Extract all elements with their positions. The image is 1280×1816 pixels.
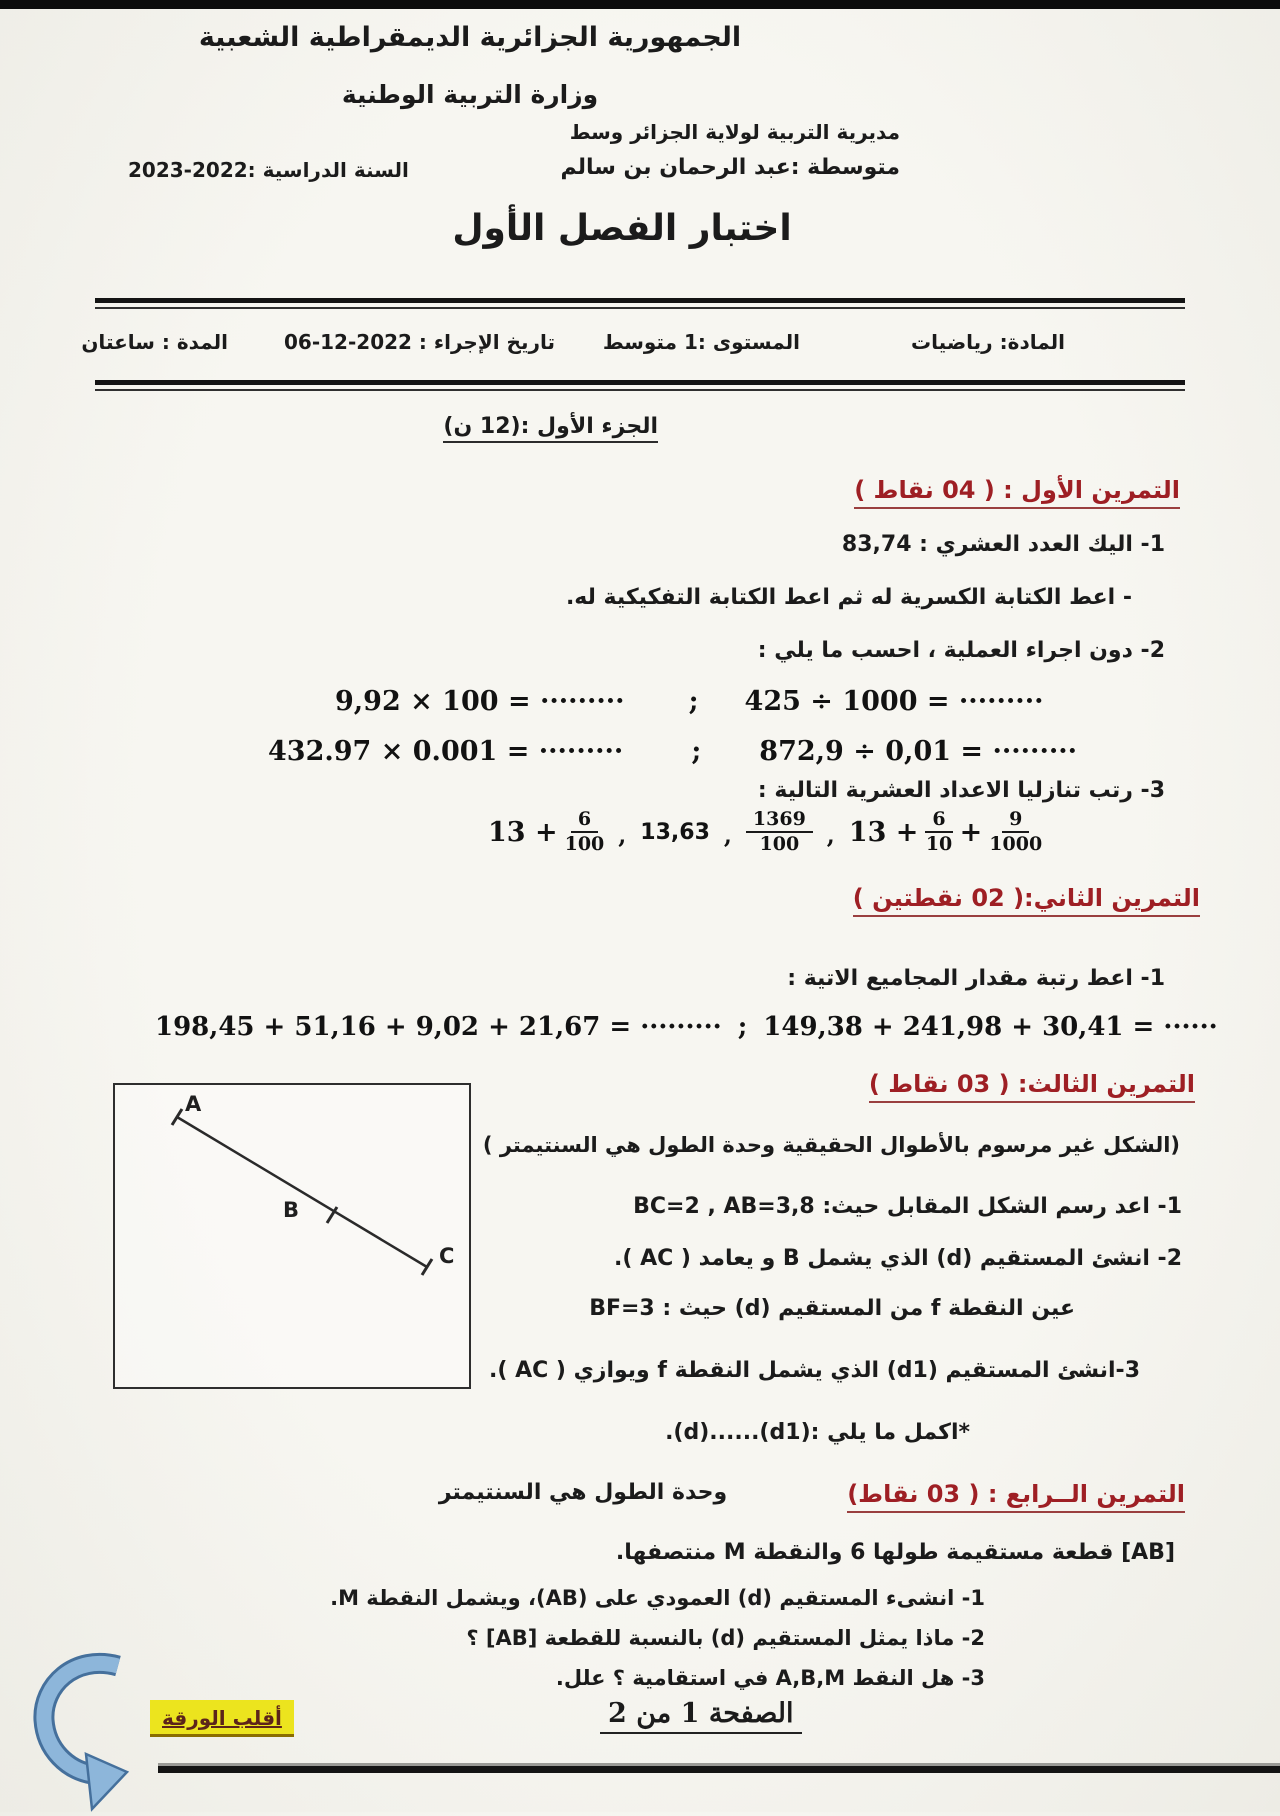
sum-1: 198,45 + 51,16 + 9,02 + 21,67 = ·········	[155, 1012, 722, 1042]
fraction-1-denominator: 100	[564, 832, 605, 855]
equation-row-1	[335, 686, 1044, 717]
exercise2-title: التمرين الثاني:( 02 نقطتين )	[853, 884, 1200, 917]
list-comma: ,	[618, 821, 627, 849]
exercise3-item1: 1- اعد رسم الشكل المقابل حيث: BC=2 , AB=3,8	[633, 1194, 1182, 1219]
decimal-item: 13,63	[640, 819, 710, 845]
info-subject: المادة: رياضيات	[911, 330, 1065, 354]
sum-separator: ;	[737, 1012, 748, 1042]
exam-title: اختبار الفصل الأول	[452, 208, 792, 249]
exercise4-unit-note: وحدة الطول هي السنتيمتر	[438, 1480, 728, 1505]
fraction-item-4	[849, 810, 1042, 855]
turn-page-arrow-icon	[30, 1652, 135, 1812]
exercise4-header-row	[439, 1480, 1185, 1513]
fraction-4b-denominator: 1000	[989, 832, 1043, 855]
point-label-A: A	[185, 1092, 202, 1116]
segment-figure-drawing	[115, 1085, 465, 1383]
fraction-4b-numerator: 9	[1002, 810, 1029, 833]
exercise3-item3: 3-انشئ المستقيم (d1) الذي يشمل النقطة f ويوازي ( AC ).	[489, 1358, 1140, 1383]
info-duration: المدة : ساعتان	[81, 330, 228, 354]
plus-sign: +	[959, 816, 983, 848]
exercise1-item2: 2- دون اجراء العملية ، احسب ما يلي :	[757, 638, 1165, 663]
info-date: تاريخ الإجراء : 2022-12-06	[283, 330, 555, 354]
scan-top-edge	[0, 0, 1280, 9]
exercise4-intro: [AB] قطعة مستقيمة طولها 6 والنقطة M منتصفها.	[615, 1540, 1175, 1565]
header-directorate: مديرية التربية لولاية الجزائر وسط	[569, 120, 900, 144]
header-school-year: السنة الدراسية :2022-2023	[128, 158, 409, 182]
fraction-1	[565, 810, 605, 855]
exercise1-item3: 3- رتب تنازليا الاعداد العشرية التالية :	[757, 778, 1165, 803]
header-school: متوسطة :عبد الرحمان بن سالم	[560, 155, 900, 180]
fraction-1-numerator: 6	[571, 810, 598, 833]
flip-page-label	[150, 1700, 294, 1737]
fraction-item-1	[488, 810, 604, 855]
exercise1-item1: 1- اليك العدد العشري : 83,74	[841, 532, 1165, 557]
segment-AC	[177, 1117, 427, 1267]
list-comma: ,	[723, 821, 732, 849]
bottom-rule	[158, 1766, 1280, 1773]
decimal-ordering-row	[488, 810, 1042, 855]
fraction-3-numerator: 1369	[746, 810, 813, 833]
info-level: المستوى :1 متوسط	[602, 330, 800, 354]
separator-bottom	[95, 380, 1185, 391]
equation-separator-1: ;	[688, 686, 699, 717]
part1-title: الجزء الأول :(12 ن)	[443, 414, 658, 443]
exercise3-complete-line: *اكمل ما يلي :(d1)‏......‏(d).	[665, 1420, 970, 1445]
header-republic: الجمهورية الجزائرية الديمقراطية الشعبية	[198, 22, 742, 53]
fraction-1-whole: 13 +	[488, 816, 558, 848]
equation-row-2	[268, 736, 1077, 767]
equation-1: 9,92 × 100 = ·········	[335, 686, 625, 717]
separator-top	[95, 298, 1185, 309]
sums-row	[155, 1012, 1218, 1042]
exercise1-title: التمرين الأول : ( 04 نقاط )	[854, 476, 1180, 509]
exercise3-sub-item: عين النقطة f من المستقيم (d) حيث : BF=3	[589, 1296, 1075, 1321]
fraction-4a-numerator: 6	[925, 810, 952, 833]
exercise3-note: (الشكل غير مرسوم بالأطوال الحقيقية وحدة الطول هي السنتيمتر )	[482, 1133, 1180, 1157]
exercise4-title: التمرين الــرابع : ( 03 نقاط)	[847, 1480, 1185, 1513]
exercise4-item2: 2- ماذا يمثل المستقيم (d) بالنسبة للقطعة [AB] ؟	[466, 1626, 985, 1650]
equation-separator-2: ;	[691, 736, 702, 767]
tick-A	[172, 1109, 182, 1125]
geometry-figure	[113, 1083, 471, 1389]
point-label-C: C	[439, 1244, 455, 1268]
exercise4-item3: 3- هل النقط A,B,M في استقامية ؟ علل.	[555, 1666, 985, 1690]
tick-C	[422, 1259, 432, 1275]
equation-3: 432.97 × 0.001 = ·········	[268, 736, 624, 767]
list-comma: ,	[826, 821, 835, 849]
fraction-item-3	[746, 810, 813, 855]
exercise1-note: - اعط الكتابة الكسرية له ثم اعط الكتابة التفكيكية له.	[565, 585, 1132, 610]
fraction-3	[746, 810, 813, 855]
fraction-4a-denominator: 10	[925, 832, 953, 855]
page-number: الصفحة 1 من 2	[600, 1698, 802, 1734]
exercise2-item1: 1- اعط رتبة مقدار المجاميع الاتية :	[787, 966, 1165, 991]
fraction-4-whole: 13 +	[848, 816, 919, 848]
equation-2: 425 ÷ 1000 = ·········	[744, 686, 1044, 717]
exercise3-item2: 2- انشئ المستقيم (d) الذي يشمل B و يعامد ( AC ).	[614, 1246, 1182, 1271]
fraction-4a	[925, 810, 952, 855]
sum-2: 149,38 + 241,98 + 30,41 = ······	[763, 1012, 1218, 1042]
header-ministry: وزارة التربية الوطنية	[341, 80, 599, 109]
equation-4: 872,9 ÷ 0,01 = ·········	[759, 736, 1078, 767]
exercise4-item1: 1- انشىء المستقيم (d) العمودي على (AB)، ويشمل النقطة M.	[330, 1586, 985, 1610]
fraction-3-denominator: 100	[759, 832, 800, 855]
point-label-B: B	[283, 1198, 300, 1222]
exercise3-title: التمرين الثالث: ( 03 نقاط )	[869, 1070, 1195, 1103]
flip-page-text: أقلب الورقة	[162, 1706, 282, 1730]
fraction-4b	[989, 810, 1042, 855]
